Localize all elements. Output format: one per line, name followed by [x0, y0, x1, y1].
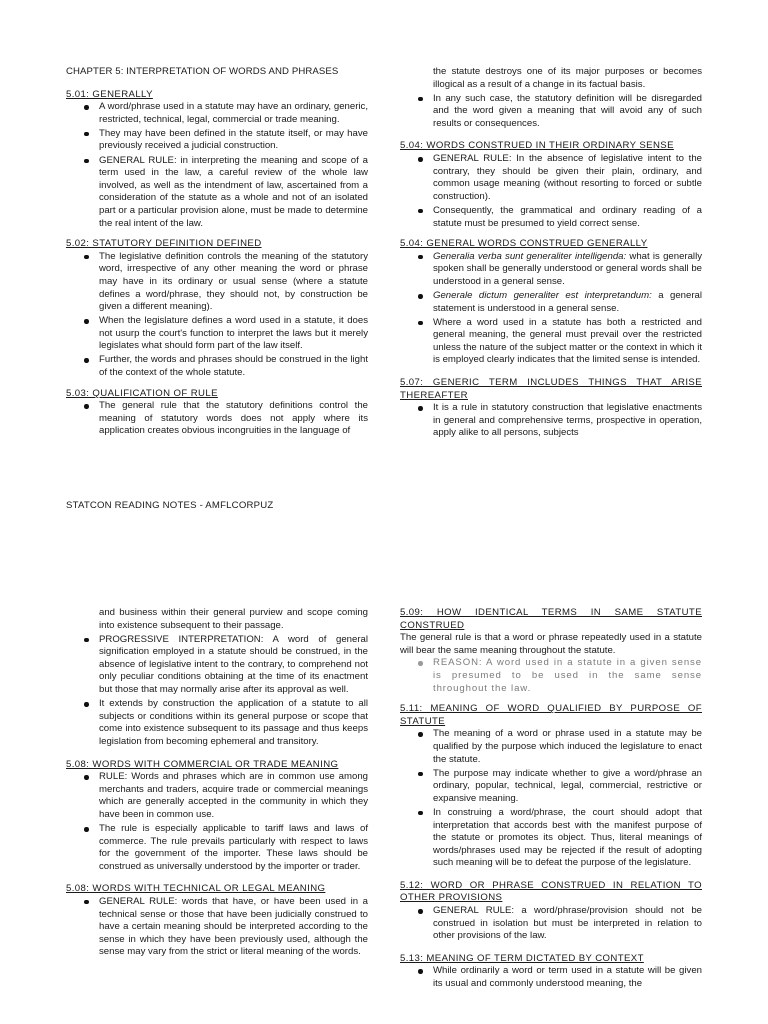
section-5-03-continued: [400, 66, 702, 130]
section-title: 5.02: STATUTORY DEFINITION DEFINED: [66, 238, 262, 250]
section-title: 5.04: GENERAL WORDS CONSTRUED GENERALLY: [400, 238, 648, 250]
bullet-list: [66, 101, 368, 230]
section-title: 5.09: HOW IDENTICAL TERMS IN SAME STATUTE CONSTRUED: [400, 607, 702, 631]
list-item: The legislative definition controls the meaning of the statutory word, irrespective of any other meaning the word or phrase may have in its ordinary or usual sense (where a statute defines a word/phrase, they should not, by construction be given a different meaning).: [66, 251, 368, 314]
page-footer: STATCON READING NOTES - AMFLCORPUZ: [66, 500, 274, 511]
section-5-07: [400, 377, 702, 440]
section-5-04-ordinary-sense: [400, 140, 702, 230]
list-item: [400, 251, 702, 289]
bullet-list: [400, 251, 702, 367]
bullet-list: [400, 728, 702, 870]
right-column: [400, 607, 702, 999]
left-column: [66, 66, 368, 446]
bullet-list: [400, 905, 702, 943]
section-5-12: [400, 880, 702, 943]
section-5-02: [66, 238, 368, 380]
list-item: A word/phrase used in a statute may have an ordinary, generic, restricted, technical, legal, commercial or trade meaning.: [66, 101, 368, 126]
section-title: 5.01: GENERALLY: [66, 88, 153, 100]
section-title: 5.12: WORD OR PHRASE CONSTRUED IN RELATION TO OTHER PROVISIONS: [400, 879, 702, 904]
list-item: It extends by construction the application of a statute to all subjects or conditions within its general purpose or scope that come into existence subsequent to its passage and thus keeps legislation from becoming ephemeral and transitory.: [66, 698, 368, 748]
list-item-continued: and business within their general purview and scope coming into existence subsequent to their passage.: [99, 607, 368, 631]
list-item: In construing a word/phrase, the court should adopt that interpretation that accords best with the manifest purpose of the statute or promotes its object. Thus, literal meanings of words/phrases used may be rejected if the result of adopting such meaning will be to defeat the purpose of the legislature.: [400, 807, 702, 870]
bullet-list: [66, 251, 368, 380]
section-5-01: [66, 89, 368, 231]
section-title: 5.08: WORDS WITH COMMERCIAL OR TRADE MEANING: [66, 758, 339, 770]
maxim-meaning: what is generally spoken shall be generally understood or general words shall be understood in a general sense.: [433, 250, 702, 287]
bullet-list: [400, 657, 702, 695]
document-page-2: [0, 560, 768, 1024]
section-title: 5.03: QUALIFICATION OF RULE: [66, 387, 218, 399]
section-5-08-commercial: [66, 759, 368, 874]
list-item-continued: the statute destroys one of its major purposes or becomes illogical as a result of a change in its factual basis.: [433, 66, 702, 90]
list-item: PROGRESSIVE INTERPRETATION: A word of general signification employed in a statute should be construed, in the absence of legislative intent to the contrary, to comprehend not only peculiar conditions obtaining at the time of its enactment but those that may normally arise after its approval as well.: [66, 634, 368, 697]
right-column: [400, 66, 702, 448]
latin-maxim: Generalia verba sunt generaliter intelligenda:: [433, 250, 627, 262]
list-item: Further, the words and phrases should be construed in the light of the context of the whole statute.: [66, 354, 368, 379]
maxim-meaning: a general statement is understood in a general sense.: [433, 290, 702, 314]
bullet-list: [66, 771, 368, 873]
section-5-03: [66, 388, 368, 438]
list-item: When the legislature defines a word used in a statute, it does not usurp the court's function to interpret the laws but it merely legislates what should form part of the law itself.: [66, 315, 368, 353]
section-5-11: [400, 703, 702, 870]
list-item: Consequently, the grammatical and ordinary reading of a statute must be presumed to yield correct sense.: [400, 205, 702, 230]
list-item: The meaning of a word or phrase used in a statute may be qualified by the purpose which induced the legislature to enact the statute.: [400, 728, 702, 766]
paragraph: The general rule is that a word or phrase repeatedly used in a statute will bear the same meaning throughout the statute.: [400, 632, 702, 656]
chapter-title: CHAPTER 5: INTERPRETATION OF WORDS AND PHRASES: [66, 66, 339, 77]
section-title: 5.04: WORDS CONSTRUED IN THEIR ORDINARY SENSE: [400, 140, 674, 152]
bullet-list: [400, 153, 702, 230]
left-column: [66, 607, 368, 967]
section-title: 5.08: WORDS WITH TECHNICAL OR LEGAL MEANING: [66, 883, 326, 895]
section-5-09: [400, 607, 702, 695]
list-item: GENERAL RULE: a word/phrase/provision should not be construed in isolation but must be interpreted in relation to other provisions of the law.: [400, 905, 702, 943]
section-5-07-continued: [66, 607, 368, 749]
bullet-list: [400, 66, 702, 130]
section-title: 5.13: MEANING OF TERM DICTATED BY CONTEXT: [400, 952, 644, 964]
bullet-list: [66, 400, 368, 438]
list-item: While ordinarily a word or term used in a statute will be given its usual and commonly understood meaning, the: [400, 965, 702, 990]
latin-maxim: Generale dictum generaliter est interpretandum:: [433, 290, 652, 301]
list-item: RULE: Words and phrases which are in common use among merchants and traders, acquire trade or commercial meanings which are generally accepted in the community in which they have been in common use.: [66, 771, 368, 821]
list-item: [400, 290, 702, 315]
list-item: In any such case, the statutory definition will be disregarded and the word given a meaning that will avoid any of such results or consequences.: [400, 93, 702, 131]
section-5-13: [400, 953, 702, 991]
list-item: GENERAL RULE: in interpreting the meaning and scope of a term used in the law, a careful review of the whole law involved, as well as the intendment of law, ascertained from a consideration of the statute as a whole and not of an isolated part or a particular provision alone, must be made to determine the real intent of the law.: [66, 155, 368, 231]
list-item: Where a word used in a statute has both a restricted and general meaning, the general must prevail over the restricted unless the nature of the subject matter or the context in which it is employed clearly indicates that the limited sense is intended.: [400, 317, 702, 367]
bullet-list: [66, 607, 368, 749]
list-item: REASON: A word used in a statute in a given sense is presumed to be used in the same sense throughout the law.: [400, 657, 702, 695]
bullet-list: [400, 965, 702, 990]
list-item: GENERAL RULE: In the absence of legislative intent to the contrary, they should be given their plain, ordinary, and common usage meaning (without resorting to forced or subtle construction).: [400, 153, 702, 203]
section-5-04-general-words: [400, 238, 702, 367]
section-title: 5.11: MEANING OF WORD QUALIFIED BY PURPOSE OF STATUTE: [400, 703, 702, 727]
bullet-list: [400, 402, 702, 440]
section-title: 5.07: GENERIC TERM INCLUDES THINGS THAT ARISE THEREAFTER: [400, 377, 702, 401]
section-5-08-technical: [66, 883, 368, 959]
bullet-list: [66, 896, 368, 959]
list-item: It is a rule in statutory construction that legislative enactments in general and comprehensive terms, prospective in operation, apply alike to all persons, subjects: [400, 402, 702, 440]
list-item: The purpose may indicate whether to give a word/phrase an ordinary, popular, technical, legal, commercial, restrictive or expansive meaning.: [400, 768, 702, 806]
list-item: The general rule that the statutory definitions control the meaning of statutory words does not apply where its application creates obvious incongruities in the language of: [66, 400, 368, 438]
list-item: They may have been defined in the statute itself, or may have previously received a judicial construction.: [66, 128, 368, 153]
list-item: The rule is especially applicable to tariff laws and laws of commerce. The rule prevails particularly with respect to laws for the government of the importer. These laws should be construed as universally understood by the importer or trader.: [66, 823, 368, 873]
list-item: GENERAL RULE: words that have, or have been used in a technical sense or those that have been judicially construed to have a certain meaning should be interpreted according to the sense in which they have been previously used, although the sense may vary from the strict or literal meaning of the words.: [66, 896, 368, 959]
